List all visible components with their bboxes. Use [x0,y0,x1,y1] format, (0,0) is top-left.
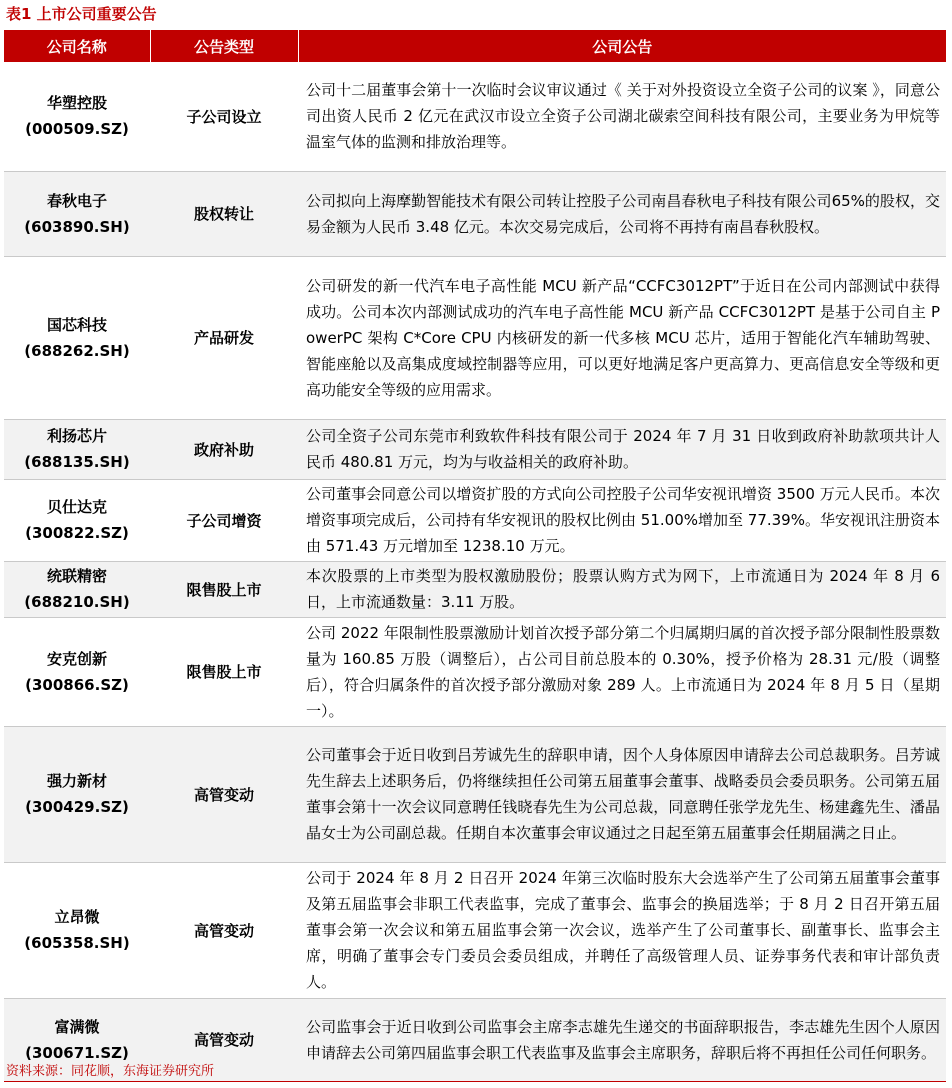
table-row [4,617,946,726]
header-notice: 公司公告 [298,30,946,62]
announcement-text: 本次股票的上市类型为股权激励股份；股票认购方式为网下，上市流通日为 2024 年 8 月 6 日，上市流通数量：3.11 万股。 [298,561,946,617]
company-code: (603890.SH) [24,217,130,236]
company-name: 贝仕达克 [46,498,107,516]
announcement-type: 高管变动 [150,862,298,998]
table-row [4,256,946,419]
company-cell [4,726,150,862]
company-cell [4,171,150,256]
announcement-type: 股权转让 [150,171,298,256]
company-name: 春秋电子 [46,191,107,210]
company-code: (300671.SZ) [25,1043,129,1062]
header-company: 公司名称 [4,30,150,62]
company-cell [4,862,150,998]
announcement-text: 公司于 2024 年 8 月 2 日召开 2024 年第三次临时股东大会选举产生了公司第五届董事会董事及第五届监事会非职工代表监事，完成了董事会、监事会的换届选举；于 8 月 2 日召开第五届董事会第一次会议和第五届监事会第一次会议，选举产生了公司董事长、副董事长、监事会主席，明确了董事会专门委员会委员组成，并聘任了高级管理人员、证券事务代表和审计部负责人。 [298,862,946,998]
company-cell [4,62,150,171]
table-row [4,479,946,561]
company-code: (605358.SH) [24,934,130,952]
table-row [4,62,946,171]
announcement-text: 公司 2022 年限制性股票激励计划首次授予部分第二个归属期归属的首次授予部分限制性股票数量为 160.85 万股（调整后），占公司目前总股本的 0.30%，授予价格为 28.31 元/股（调整后），符合归属条件的首次授予部分激励对象 289 人。上市流通日为 2024 年 8 月 5 日（星期一）。 [298,617,946,726]
announcement-type: 子公司增资 [150,479,298,561]
company-code: (300822.SZ) [25,524,129,542]
table-row [4,726,946,862]
company-name: 安克创新 [46,649,107,668]
company-code: (688135.SH) [24,453,130,471]
announcement-type: 限售股上市 [150,617,298,726]
company-cell [4,419,150,479]
company-name: 统联精密 [46,567,107,585]
announcement-text: 公司全资子公司东莞市利致软件科技有限公司于 2024 年 7 月 31 日收到政府补助款项共计人民币 480.81 万元，均为与收益相关的政府补助。 [298,419,946,479]
table-title: 表1 上市公司重要公告 [6,5,157,23]
announcement-type: 高管变动 [150,998,298,1081]
company-cell [4,561,150,617]
table-row [4,561,946,617]
company-cell [4,617,150,726]
announcement-type: 子公司设立 [150,62,298,171]
announcement-text: 公司董事会于近日收到吕芳诚先生的辞职申请，因个人身体原因申请辞去公司总裁职务。吕芳诚先生辞去上述职务后，仍将继续担任公司第五届董事会董事、战略委员会委员职务。公司第五届董事会第十一次会议同意聘任钱晓春先生为公司总裁，同意聘任张学龙先生、杨建鑫先生、潘晶晶女士为公司副总裁。任期自本次董事会审议通过之日起至第五届董事会任期届满之日止。 [298,726,946,862]
table-body [4,62,946,1081]
company-code: (688262.SH) [24,341,130,360]
company-cell [4,479,150,561]
company-code: (688210.SH) [24,593,130,611]
table-row [4,171,946,256]
announcement-type: 限售股上市 [150,561,298,617]
company-cell [4,256,150,419]
table-row [4,862,946,998]
announcement-text: 公司拟向上海摩勤智能技术有限公司转让控股子公司南昌春秋电子科技有限公司65%的股权，交易金额为人民币 3.48 亿元。本次交易完成后，公司将不再持有南昌春秋股权。 [298,171,946,256]
company-code: (300429.SZ) [25,798,129,816]
company-code: (300866.SZ) [25,675,129,694]
announcement-type: 产品研发 [150,256,298,419]
announcement-table [4,30,946,1082]
announcement-text: 公司研发的新一代汽车电子高性能 MCU 新产品“CCFC3012PT”于近日在公司内部测试中获得成功。公司本次内部测试成功的汽车电子高性能 MCU 新产品 CCFC3012PT 是基于公司自主 PowerPC 架构 C*Core CPU 内核研发的新一代多核 MCU 芯片，适用于智能化汽车辅助驾驶、智能座舱以及高集成度域控制器等应用，可以更好地满足客户更高算力、更高信息安全等级和更高功能安全等级的应用需求。 [298,256,946,419]
announcement-type: 政府补助 [150,419,298,479]
announcement-text: 公司董事会同意公司以增资扩股的方式向公司控股子公司华安视讯增资 3500 万元人民币。本次增资事项完成后，公司持有华安视讯的股权比例由 51.00%增加至 77.39%。华安视讯注册资本由 571.43 万元增加至 1238.10 万元。 [298,479,946,561]
header-type: 公告类型 [150,30,298,62]
company-name: 国芯科技 [46,315,107,334]
announcement-type: 高管变动 [150,726,298,862]
company-code: (000509.SZ) [25,120,129,139]
announcement-text: 公司监事会于近日收到公司监事会主席李志雄先生递交的书面辞职报告，李志雄先生因个人原因申请辞去公司第四届监事会职工代表监事及监事会主席职务，辞职后将不再担任公司任何职务。 [298,998,946,1081]
company-name: 华塑控股 [46,94,107,113]
source-note: 资料来源：同花顺，东海证券研究所 [6,1064,215,1079]
table-row [4,419,946,479]
announcement-text: 公司十二届董事会第十一次临时会议审议通过《 关于对外投资设立全资子公司的议案 》，同意公司出资人民币 2 亿元在武汉市设立全资子公司湖北碳索空间科技有限公司，主要业务为甲烷等温室气体的监测和排放治理等。 [298,62,946,171]
company-name: 富满微 [54,1017,100,1036]
company-name: 立昂微 [54,908,100,926]
company-name: 利扬芯片 [46,427,107,445]
company-name: 强力新材 [46,772,107,790]
table-header [4,30,946,62]
